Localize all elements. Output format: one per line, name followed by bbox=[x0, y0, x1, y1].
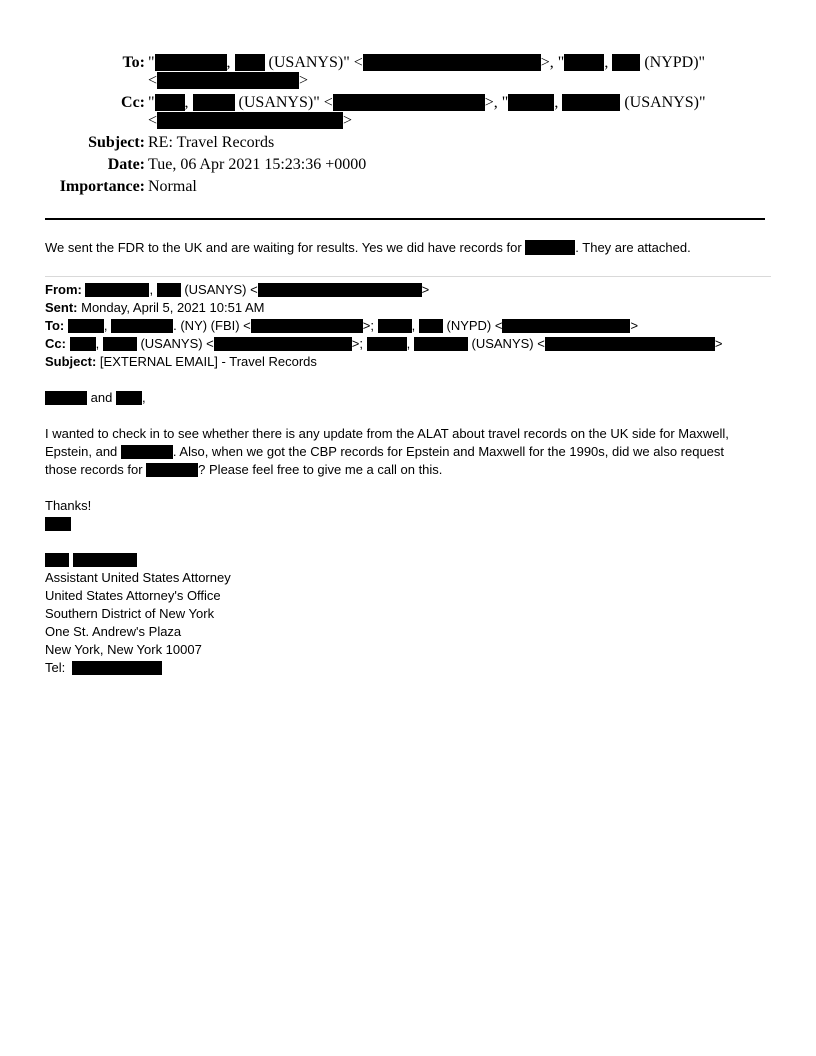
redaction-block bbox=[103, 337, 137, 351]
redaction-block bbox=[562, 94, 620, 111]
redaction-block bbox=[235, 54, 265, 71]
reply-text-part: We sent the FDR to the UK and are waiting for results. Yes we did have records for bbox=[45, 240, 522, 255]
redaction-block bbox=[525, 240, 575, 255]
reply-text bbox=[45, 239, 691, 257]
sig-tel-label: Tel: bbox=[45, 660, 66, 675]
redaction-block bbox=[612, 54, 640, 71]
sig-address-1: One St. Andrew's Plaza bbox=[45, 624, 182, 639]
redaction-block bbox=[45, 553, 69, 567]
header-cc-text: , bbox=[554, 94, 559, 111]
redaction-block bbox=[363, 54, 541, 71]
fwd-subject-label: Subject: bbox=[45, 354, 97, 369]
redaction-block bbox=[333, 94, 485, 111]
fwd-sent-value: Monday, April 5, 2021 10:51 AM bbox=[81, 300, 265, 315]
redaction-block bbox=[72, 661, 162, 675]
header-subject-row bbox=[0, 134, 816, 156]
sig-tel-row bbox=[45, 659, 162, 677]
fwd-text: , bbox=[141, 390, 146, 405]
redaction-block bbox=[70, 337, 96, 351]
fwd-cc-label: Cc: bbox=[45, 336, 66, 351]
fwd-from-row bbox=[45, 281, 429, 299]
fwd-thanks: Thanks! bbox=[45, 498, 92, 513]
header-divider bbox=[45, 218, 765, 220]
fwd-greeting bbox=[45, 389, 146, 407]
fwd-text: , bbox=[406, 336, 411, 351]
redaction-block bbox=[545, 337, 715, 351]
redaction-block bbox=[155, 54, 227, 71]
fwd-para-line-1: I wanted to check in to see whether there is any update from the ALAT about travel records on the UK side for Maxwell, bbox=[45, 426, 729, 441]
fwd-text: >; bbox=[362, 318, 374, 333]
redaction-block bbox=[116, 391, 142, 405]
header-date-label: Date: bbox=[107, 156, 145, 173]
header-cc-text: , bbox=[184, 94, 189, 111]
header-cc-text: " bbox=[148, 94, 155, 111]
redaction-block bbox=[214, 337, 352, 351]
fwd-text: , bbox=[95, 336, 100, 351]
header-date-row bbox=[0, 156, 816, 178]
header-cc-row-2 bbox=[0, 112, 816, 134]
header-cc-value-2 bbox=[148, 112, 352, 130]
fwd-text: (USANYS) < bbox=[140, 336, 214, 351]
sig-district: Southern District of New York bbox=[45, 606, 215, 621]
header-subject-value: RE: Travel Records bbox=[148, 134, 275, 151]
fwd-text: > bbox=[714, 336, 723, 351]
header-cc-text: (USANYS)" < bbox=[238, 94, 333, 111]
fwd-text: > bbox=[630, 318, 639, 333]
redaction-block bbox=[68, 319, 104, 333]
header-cc-text: > bbox=[343, 112, 353, 129]
header-cc-value bbox=[148, 94, 706, 112]
fwd-text: Epstein, and bbox=[45, 444, 118, 459]
sig-title: Assistant United States Attorney bbox=[45, 570, 231, 585]
fwd-to-label: To: bbox=[45, 318, 65, 333]
sig-address-2: New York, New York 10007 bbox=[45, 642, 202, 657]
header-to-text: , bbox=[226, 54, 231, 71]
redaction-block bbox=[111, 319, 173, 333]
redaction-block bbox=[419, 319, 443, 333]
redaction-block bbox=[146, 463, 198, 477]
fwd-signoff-row bbox=[45, 515, 71, 533]
redaction-block bbox=[157, 72, 299, 89]
redaction-block bbox=[414, 337, 468, 351]
fwd-cc-row bbox=[45, 335, 722, 353]
fwd-text: . (NY) (FBI) < bbox=[173, 318, 251, 333]
fwd-text: (NYPD) < bbox=[446, 318, 503, 333]
header-to-value-2 bbox=[148, 72, 308, 90]
redaction-block bbox=[157, 112, 343, 129]
redaction-block bbox=[121, 445, 173, 459]
redaction-block bbox=[378, 319, 412, 333]
sig-office: United States Attorney's Office bbox=[45, 588, 221, 603]
redaction-block bbox=[85, 283, 149, 297]
redaction-block bbox=[73, 553, 137, 567]
header-cc-label: Cc: bbox=[121, 94, 145, 111]
fwd-from-label: From: bbox=[45, 282, 82, 297]
fwd-text: , bbox=[149, 282, 154, 297]
fwd-subject-row bbox=[45, 353, 317, 371]
fwd-text: (USANYS) < bbox=[184, 282, 258, 297]
header-date-value: Tue, 06 Apr 2021 15:23:36 +0000 bbox=[148, 156, 367, 173]
fwd-para-line-2 bbox=[45, 443, 724, 461]
header-cc-text: >, " bbox=[484, 94, 509, 111]
sig-name-row bbox=[45, 551, 137, 569]
header-to-row-2 bbox=[0, 72, 816, 94]
fwd-subject-value: [EXTERNAL EMAIL] - Travel Records bbox=[99, 354, 317, 369]
redaction-block bbox=[157, 283, 181, 297]
redaction-block bbox=[45, 391, 87, 405]
fwd-to-row bbox=[45, 317, 638, 335]
redaction-block bbox=[251, 319, 363, 333]
header-to-text: (USANYS)" < bbox=[268, 54, 363, 71]
fwd-text: (USANYS) < bbox=[471, 336, 545, 351]
fwd-text: ? Please feel free to give me a call on this. bbox=[198, 462, 443, 477]
redaction-block bbox=[564, 54, 604, 71]
fwd-text: , bbox=[103, 318, 108, 333]
header-importance-label: Importance: bbox=[59, 178, 145, 195]
message-divider bbox=[45, 276, 771, 277]
header-to-text: , bbox=[604, 54, 609, 71]
fwd-text: . Also, when we got the CBP records for Epstein and Maxwell for the 1990s, did we also request bbox=[172, 444, 725, 459]
redaction-block bbox=[508, 94, 554, 111]
header-to-text: " bbox=[148, 54, 155, 71]
header-importance-value: Normal bbox=[148, 178, 197, 195]
redaction-block bbox=[193, 94, 235, 111]
redaction-block bbox=[45, 517, 71, 531]
redaction-block bbox=[367, 337, 407, 351]
fwd-text: those records for bbox=[45, 462, 143, 477]
header-to-text: < bbox=[148, 72, 158, 89]
header-cc-text: < bbox=[148, 112, 158, 129]
fwd-text: , bbox=[411, 318, 416, 333]
header-importance-row bbox=[0, 178, 816, 200]
header-to-text: >, " bbox=[540, 54, 565, 71]
redaction-block bbox=[502, 319, 630, 333]
redaction-block bbox=[155, 94, 185, 111]
fwd-text: > bbox=[421, 282, 430, 297]
header-cc-text: (USANYS)" bbox=[624, 94, 706, 111]
fwd-sent-label: Sent: bbox=[45, 300, 78, 315]
header-subject-label: Subject: bbox=[88, 134, 145, 151]
header-to-text: > bbox=[299, 72, 309, 89]
fwd-sent-row bbox=[45, 299, 264, 317]
redaction-block bbox=[258, 283, 422, 297]
fwd-text: >; bbox=[351, 336, 363, 351]
fwd-text: and bbox=[90, 390, 113, 405]
reply-text-part: . They are attached. bbox=[575, 240, 691, 255]
header-to-text: (NYPD)" bbox=[644, 54, 706, 71]
fwd-para-line-3 bbox=[45, 461, 442, 479]
header-to-label: To: bbox=[122, 54, 145, 71]
header-to-value bbox=[148, 54, 705, 72]
